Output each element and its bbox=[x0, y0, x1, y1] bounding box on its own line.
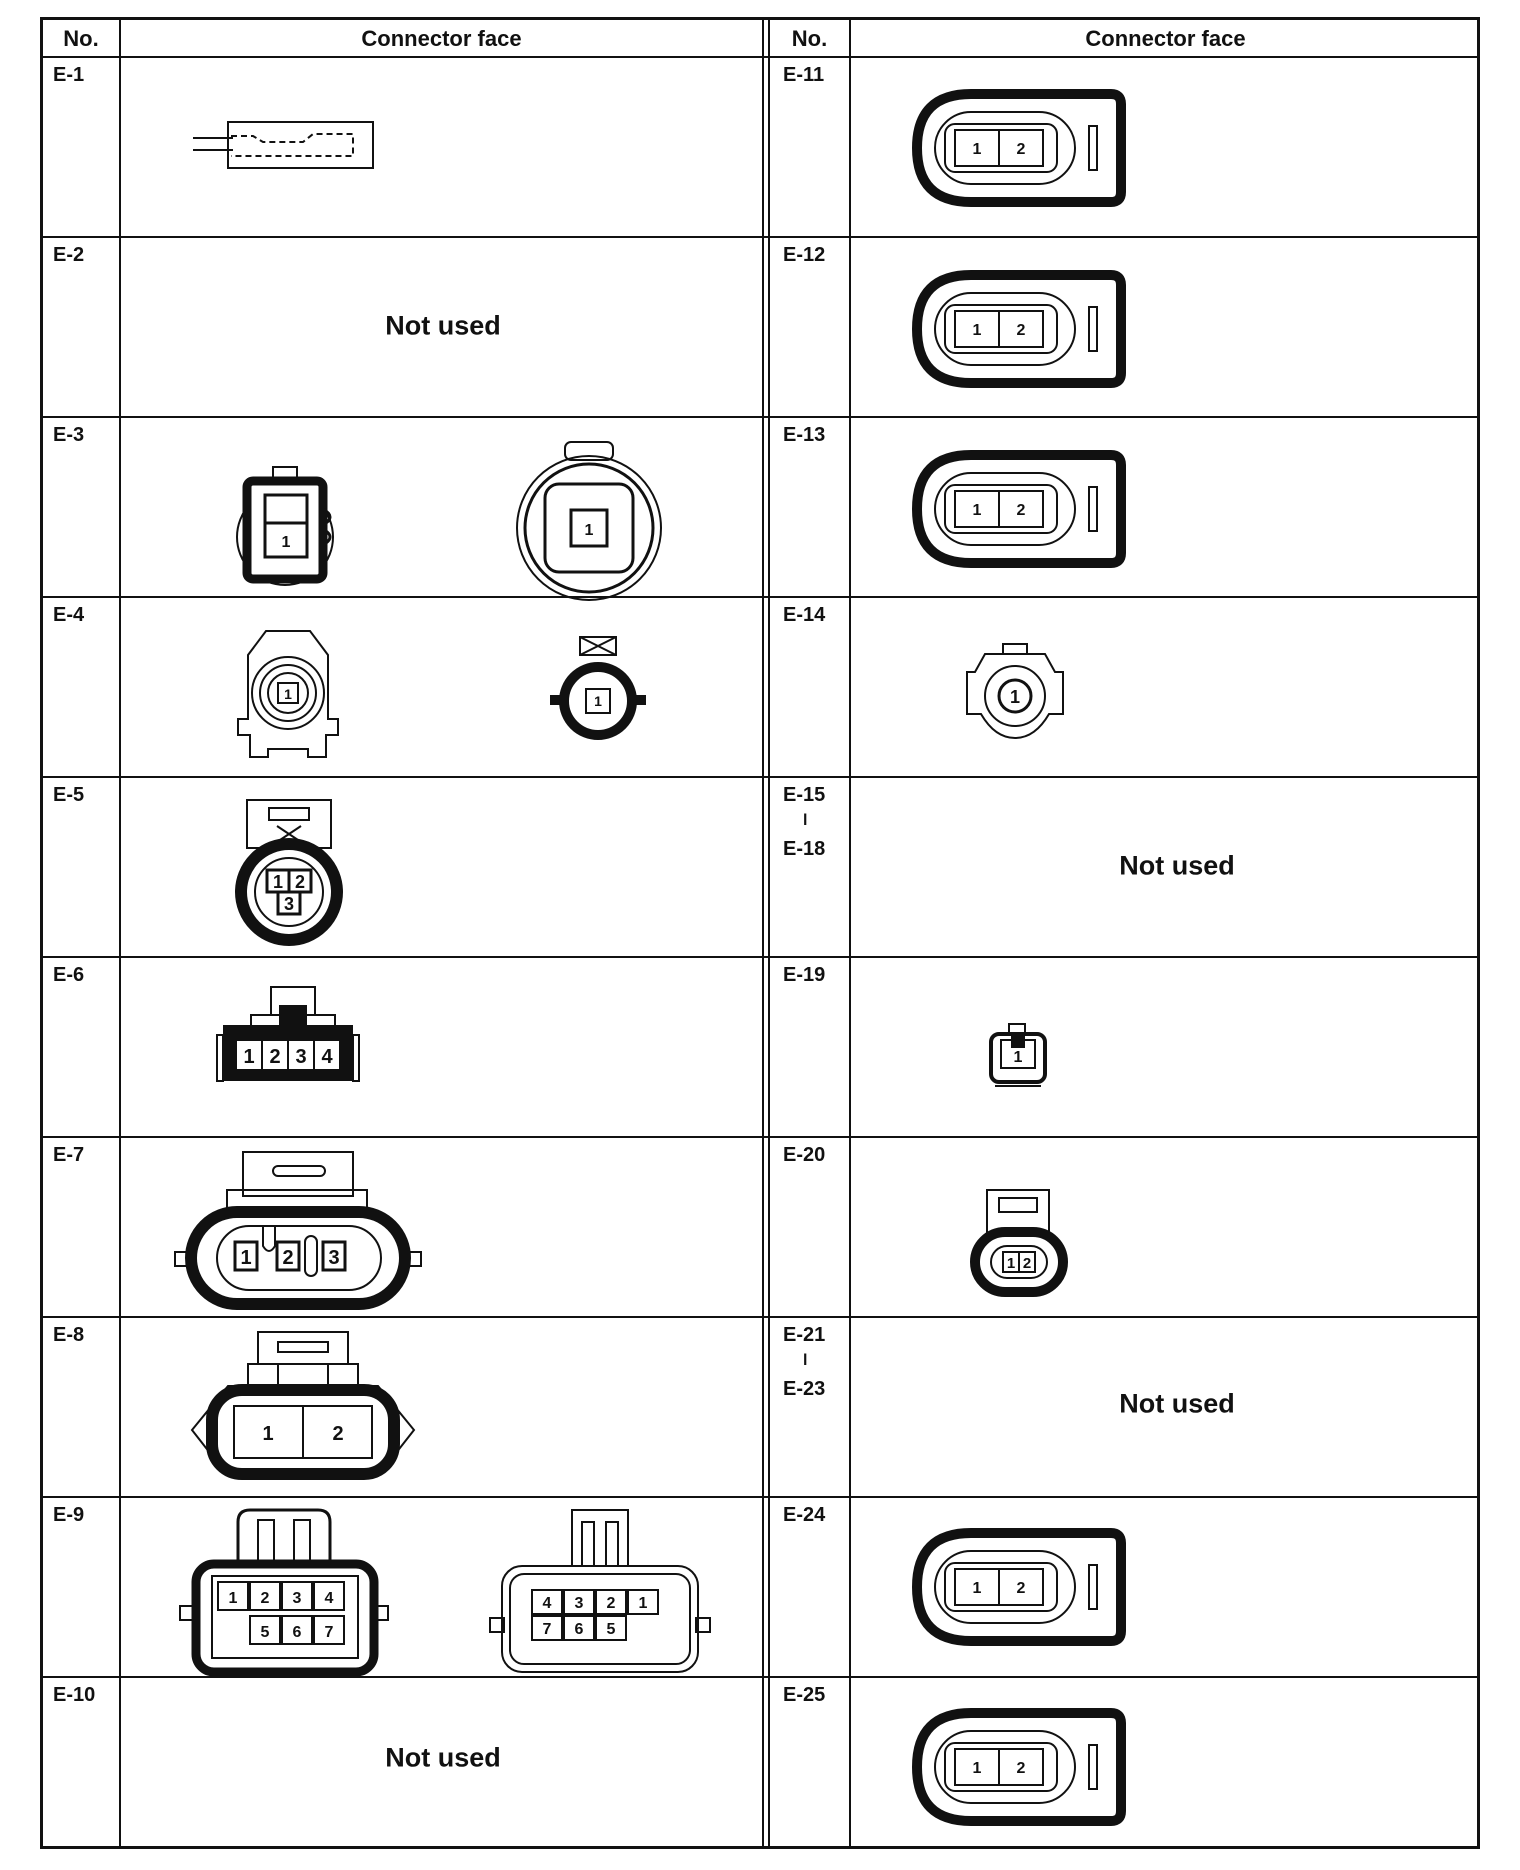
pin-label: 1 bbox=[594, 693, 602, 709]
pin-label: 6 bbox=[292, 1624, 302, 1641]
not-used-label: Not used bbox=[1119, 1388, 1235, 1419]
e4-connector-b-icon bbox=[548, 635, 648, 745]
pin-label: 2 bbox=[1016, 1760, 1026, 1777]
pin-label: 5 bbox=[260, 1624, 270, 1641]
pin-label: 1 bbox=[272, 872, 284, 892]
row-divider bbox=[43, 776, 1477, 778]
pin-label: 3 bbox=[328, 1247, 340, 1269]
row-no: E-25 bbox=[783, 1684, 826, 1706]
not-used-label: Not used bbox=[385, 1742, 501, 1773]
pin-label: 7 bbox=[324, 1624, 334, 1641]
e13-connector-icon bbox=[911, 449, 1131, 569]
row-no: E-9 bbox=[53, 1504, 85, 1526]
row-no: E-10 bbox=[53, 1684, 96, 1706]
row-no: E-11 bbox=[783, 64, 825, 86]
row-no: E-4 bbox=[53, 604, 85, 626]
e14-connector-icon bbox=[955, 642, 1075, 742]
row-no: E-6 bbox=[53, 964, 85, 986]
e24-connector-icon bbox=[911, 1527, 1131, 1647]
pin-label: 3 bbox=[295, 1046, 307, 1068]
row-no: E-2 bbox=[53, 244, 85, 266]
pin-label: 7 bbox=[542, 1621, 552, 1638]
row-no: E-13 bbox=[783, 424, 826, 446]
pin-label: 1 bbox=[262, 1423, 274, 1445]
header-no-right: No. bbox=[791, 26, 828, 51]
e12-connector-icon bbox=[911, 269, 1131, 389]
pin-label: 1 bbox=[1013, 1049, 1023, 1066]
pin-label: 1 bbox=[972, 141, 982, 158]
e5-connector-icon bbox=[231, 798, 351, 948]
row-divider bbox=[43, 1316, 1477, 1318]
pin-label: 1 bbox=[584, 522, 594, 539]
pin-label: 1 bbox=[1009, 687, 1021, 707]
connector-table bbox=[40, 17, 1480, 1849]
pin-label: 1 bbox=[1006, 1255, 1016, 1272]
pin-label: 2 bbox=[294, 872, 306, 892]
pin-label: 1 bbox=[243, 1046, 255, 1068]
header-connector-face-left: Connector face bbox=[361, 26, 522, 51]
pin-label: 3 bbox=[292, 1590, 302, 1607]
e20-connector-icon bbox=[969, 1188, 1069, 1298]
pin-label: 5 bbox=[606, 1621, 616, 1638]
e19-connector-icon bbox=[983, 1022, 1053, 1092]
pin-label: 1 bbox=[281, 534, 291, 551]
e11-connector-icon bbox=[911, 88, 1131, 208]
row-no: E-7 bbox=[53, 1144, 85, 1166]
row-divider bbox=[43, 236, 1477, 238]
center-divider bbox=[768, 20, 770, 1846]
header-no-left: No. bbox=[63, 26, 99, 51]
header-connector-face-right: Connector face bbox=[1085, 26, 1246, 51]
row-no: E-15 bbox=[783, 784, 826, 806]
pin-label: 2 bbox=[282, 1247, 294, 1269]
row-no: E-8 bbox=[53, 1324, 85, 1346]
pin-label: 2 bbox=[260, 1590, 270, 1607]
col-divider bbox=[849, 20, 851, 1846]
row-no: E-1 bbox=[53, 64, 85, 86]
pin-label: 2 bbox=[1016, 322, 1026, 339]
center-divider bbox=[762, 20, 764, 1846]
pin-label: 1 bbox=[284, 686, 292, 702]
pin-label: 4 bbox=[542, 1595, 552, 1612]
pin-label: 1 bbox=[972, 1580, 982, 1597]
pin-label: 2 bbox=[269, 1046, 281, 1068]
row-divider bbox=[43, 956, 1477, 958]
pin-label: 1 bbox=[638, 1595, 648, 1612]
row-no: E-5 bbox=[53, 784, 85, 806]
e3-connector-a-icon bbox=[233, 465, 353, 590]
pin-label: 2 bbox=[1016, 1580, 1026, 1597]
not-used-label: Not used bbox=[1119, 850, 1235, 881]
pin-label: 2 bbox=[1016, 141, 1026, 158]
row-divider bbox=[43, 1496, 1477, 1498]
e4-connector-a-icon bbox=[228, 625, 348, 765]
e7-connector-icon bbox=[173, 1150, 453, 1310]
pin-label: 2 bbox=[1016, 502, 1026, 519]
e8-connector-icon bbox=[188, 1330, 418, 1480]
row-divider bbox=[43, 596, 1477, 598]
pin-label: 4 bbox=[324, 1590, 334, 1607]
e9-connector-a-icon bbox=[178, 1508, 408, 1678]
row-no-end: E-18 bbox=[783, 838, 826, 860]
pin-label: 4 bbox=[321, 1046, 333, 1068]
row-divider bbox=[43, 1136, 1477, 1138]
pin-label: 2 bbox=[1022, 1255, 1032, 1272]
pin-label: 3 bbox=[574, 1595, 584, 1612]
row-no: E-19 bbox=[783, 964, 826, 986]
row-no-end: E-23 bbox=[783, 1378, 826, 1400]
row-no: E-14 bbox=[783, 604, 826, 626]
pin-label: 2 bbox=[332, 1423, 344, 1445]
col-divider bbox=[119, 20, 121, 1846]
pin-label: 6 bbox=[574, 1621, 584, 1638]
e6-connector-icon bbox=[213, 985, 363, 1095]
row-no: E-21 bbox=[783, 1324, 826, 1346]
pin-label: 1 bbox=[972, 502, 982, 519]
pin-label: 1 bbox=[240, 1247, 252, 1269]
not-used-label: Not used bbox=[385, 310, 501, 341]
row-divider bbox=[43, 416, 1477, 418]
row-no: E-12 bbox=[783, 244, 826, 266]
e9-connector-b-icon bbox=[488, 1508, 718, 1678]
e25-connector-icon bbox=[911, 1707, 1131, 1827]
pin-label: 2 bbox=[606, 1595, 616, 1612]
pin-label: 1 bbox=[972, 1760, 982, 1777]
pin-label: 3 bbox=[283, 894, 295, 914]
row-no: E-24 bbox=[783, 1504, 826, 1526]
row-no: E-20 bbox=[783, 1144, 826, 1166]
e1-terminal-icon bbox=[193, 120, 393, 180]
pin-label: 1 bbox=[228, 1590, 238, 1607]
pin-label: 1 bbox=[972, 322, 982, 339]
range-mark: l bbox=[803, 812, 808, 829]
range-mark: l bbox=[803, 1352, 808, 1369]
e3-connector-b-icon bbox=[513, 440, 663, 600]
row-no: E-3 bbox=[53, 424, 85, 446]
